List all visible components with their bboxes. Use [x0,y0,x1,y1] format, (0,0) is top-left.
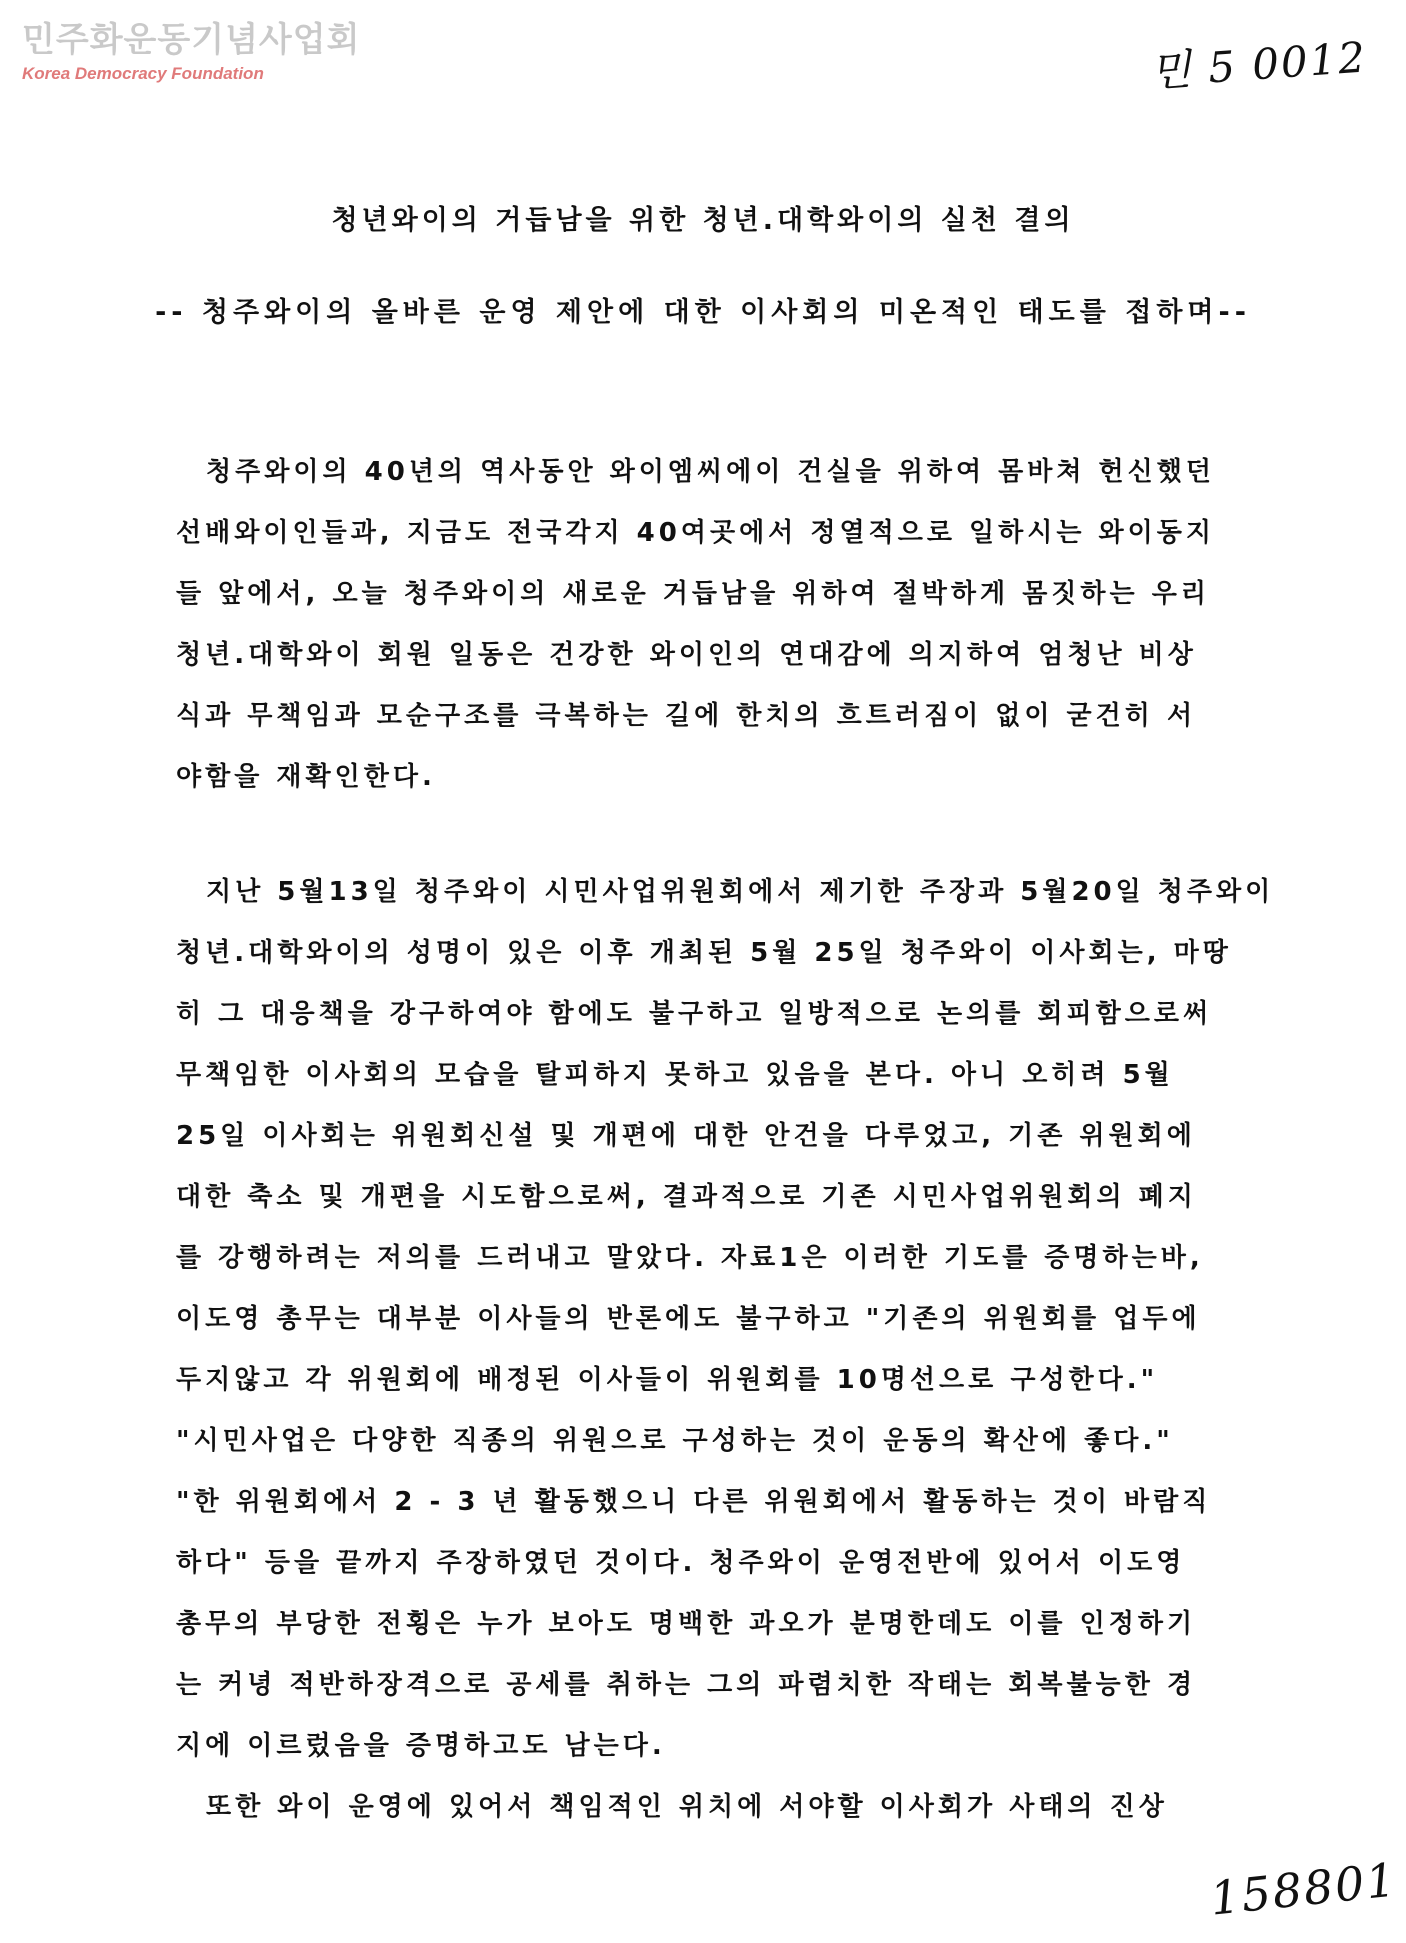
paragraph-line: 하다" 등을 끝까지 주장하였던 것이다. 청주와이 운영전반에 있어서 이도영 [176,1548,1186,1578]
paragraph-line: 들 앞에서, 오늘 청주와이의 새로운 거듭남을 위하여 절박하게 몸짓하는 우리 [176,579,1210,609]
paragraph-line: 를 강행하려는 저의를 드러내고 말았다. 자료1은 이러한 기도를 증명하는바, [176,1243,1204,1273]
paragraph-line: 청년.대학와이의 성명이 있은 이후 개최된 5월 25일 청주와이 이사회는, 마땅 [176,938,1232,968]
paragraph-line: 청주와이의 40년의 역사동안 와이엠씨에이 건실을 위하여 몸바쳐 헌신했던 [206,457,1216,487]
paragraph-line: "시민사업은 다양한 직종의 위원으로 구성하는 것이 운동의 확산에 좋다." [176,1426,1174,1456]
paragraph-1 [176,442,1291,808]
document-number-handwritten: 158801 [1207,1852,1400,1926]
paragraph-line: 히 그 대응책을 강구하여야 함에도 불구하고 일방적으로 논의를 회피함으로써 [176,999,1213,1029]
watermark-logo [22,20,360,84]
paragraph-line: 청년.대학와이 회원 일동은 건강한 와이인의 연대감에 의지하여 엄청난 비상 [176,640,1197,670]
paragraph-line: 대한 축소 및 개편을 시도함으로써, 결과적으로 기존 시민사업위원회의 폐지 [176,1182,1197,1212]
watermark-english-text: Korea Democracy Foundation [22,64,264,83]
paragraph-line: 두지않고 각 위원회에 배정된 이사들이 위원회를 10명선으로 구성한다." [176,1365,1159,1395]
paragraph-line: 야함을 재확인한다. [176,762,436,792]
document-code-handwritten: 민 5 0012 [1148,32,1369,97]
paragraph-line: 선배와이인들과, 지금도 전국각지 40여곳에서 정열적으로 일하시는 와이동지 [176,518,1215,548]
document-subtitle: -- 청주와이의 올바른 운영 제안에 대한 이사회의 미온적인 태도를 접하며-- [155,297,1251,328]
paragraph-line: 지난 5월13일 청주와이 시민사업위원회에서 제기한 주장과 5월20일 청주와이 [206,877,1275,907]
paragraph-line: 25일 이사회는 위원회신설 및 개편에 대한 안건을 다루었고, 기존 위원회에 [176,1121,1196,1151]
paragraph-line: 또한 와이 운영에 있어서 책임적인 위치에 서야할 이사회가 사태의 진상 [206,1792,1168,1822]
watermark-korean-text: 민주화운동기념사업회 [22,20,361,60]
paragraph-line: 이도영 총무는 대부분 이사들의 반론에도 불구하고 "기존의 위원회를 업두에 [176,1304,1201,1334]
document-title: 청년와이의 거듭남을 위한 청년.대학와이의 실천 결의 [331,205,1075,236]
paragraph-line: 식과 무책임과 모순구조를 극복하는 길에 한치의 흐트러짐이 없이 굳건히 서 [176,701,1197,731]
paragraph-line: 지에 이르렀음을 증명하고도 남는다. [176,1731,666,1761]
paragraph-line: 총무의 부당한 전횡은 누가 보아도 명백한 과오가 분명한데도 이를 인정하기 [176,1609,1197,1639]
paragraph-line: 는 커녕 적반하장격으로 공세를 취하는 그의 파렴치한 작태는 회복불능한 경 [176,1670,1197,1700]
paragraph-line: "한 위원회에서 2 - 3 년 활동했으니 다른 위원회에서 활동하는 것이 바람직 [176,1487,1212,1517]
paragraph-2 [176,862,1291,1838]
paragraph-line: 무책임한 이사회의 모습을 탈피하지 못하고 있음을 본다. 아니 오히려 5월 [176,1060,1174,1090]
